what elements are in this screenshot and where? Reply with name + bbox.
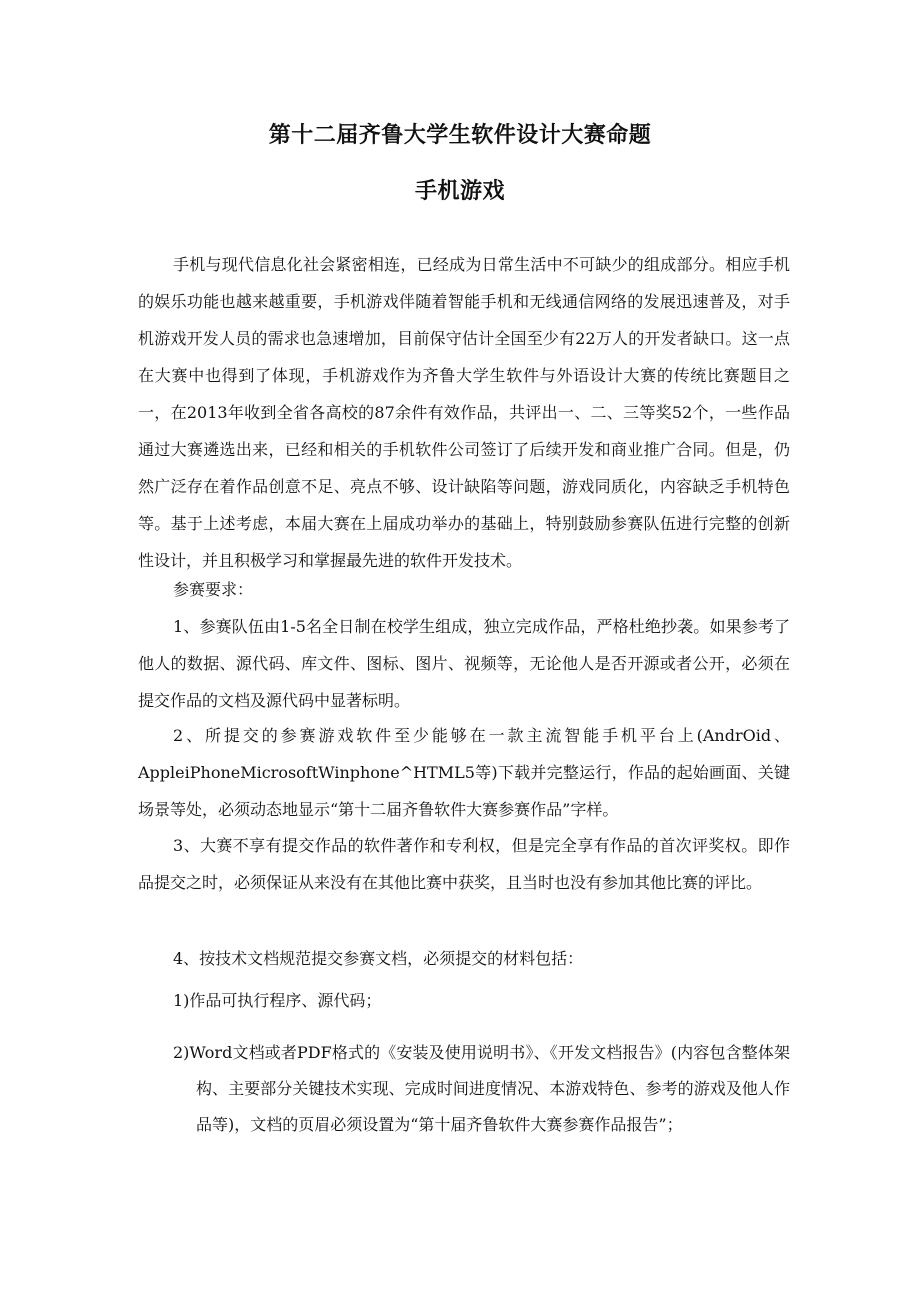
requirement-item: 1、参赛队伍由1-5名全日制在校学生组成，独立完成作品，严格杜绝抄袭。如果参考了他人的数据、源代码、库文件、图标、图片、视频等，无论他人是否开源或者公开，必须在提交作品的文档及源代码中显著标明。 [138, 617, 790, 710]
requirement-item: 2、所提交的参赛游戏软件至少能够在一款主流智能手机平台上(AndrOid、AppleiPhoneMicrosoftWinphone^HTML5等)下载并完整运行，作品的起始画面、关键场景等处，必须动态地显示“第十二届齐鲁软件大赛参赛作品”字样。 [138, 726, 790, 819]
document-title: 第十二届齐鲁大学生软件设计大赛命题 [268, 123, 652, 148]
intro-paragraph: 手机与现代信息化社会紧密相连，已经成为日常生活中不可缺少的组成部分。相应手机的娱乐功能也越来越重要，手机游戏伴随着智能手机和无线通信网络的发展迅速普及，对手机游戏开发人员的需求也急速增加，目前保守估计全国至少有22万人的开发者缺口。这一点在大赛中也得到了体现，手机游戏作为齐鲁大学生软件与外语设计大赛的传统比赛题目之一，在2013年收到全省各高校的87余件有效作品，共评出一、二、三等奖52个，一些作品通过大赛遴选出来，已经和相关的手机软件公司签订了后续开发和商业推广合同。但是，仍然广泛存在着作品创意不足、亮点不够、设计缺陷等问题，游戏同质化，内容缺乏手机特色等。基于上述考虑，本届大赛在上届成功举办的基础上，特别鼓励参赛队伍进行完整的创新性设计，并且积极学习和掌握最先进的软件开发技术。 [138, 255, 790, 570]
material-item: 1)作品可执行程序、源代码； [173, 991, 382, 1010]
material-item: 2)Word文档或者PDF格式的《安装及使用说明书》、《开发文档报告》(内容包含整体架构、主要部分关键技术实现、完成时间进度情况、本游戏特色、参考的游戏及他人作品等)，文档的页眉必须设置为“第十届齐鲁软件大赛参赛作品报告”； [173, 1043, 790, 1134]
requirement-item: 4、按技术文档规范提交参赛文档，必须提交的材料包括： [173, 949, 584, 968]
document-subtitle: 手机游戏 [414, 179, 505, 204]
requirement-item: 3、大赛不享有提交作品的软件著作和专利权，但是完全享有作品的首次评奖权。即作品提交之时，必须保证从来没有在其他比赛中获奖，且当时也没有参加其他比赛的评比。 [138, 836, 790, 892]
requirements-heading: 参赛要求： [173, 580, 254, 599]
